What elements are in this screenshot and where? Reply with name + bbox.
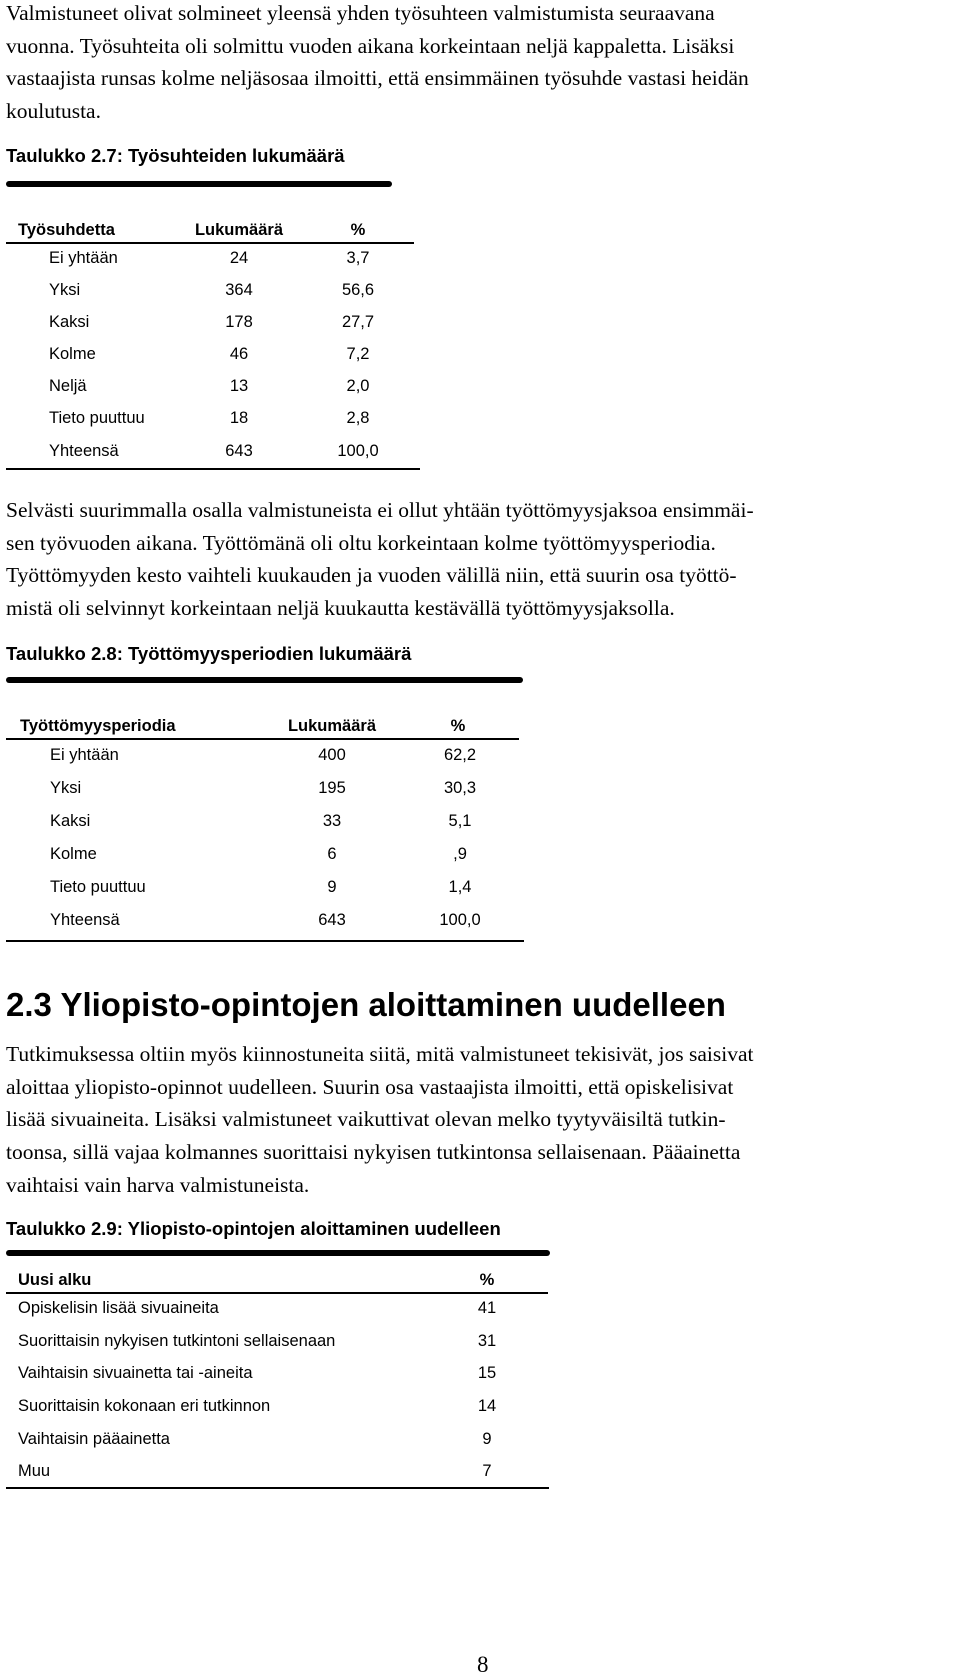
table-cell: Kaksi: [50, 812, 91, 830]
table-cell: Tieto puuttuu: [49, 409, 145, 427]
table-cell: 24: [229, 249, 249, 267]
table-cell: 100,0: [439, 911, 481, 929]
table-cell: 41: [477, 1299, 497, 1317]
paragraph-line: aloittaa yliopisto-opinnot uudelleen. Suurin osa vastaajista ilmoitti, että opiskelisivat: [6, 1074, 734, 1099]
table-cell: 400: [318, 746, 346, 764]
section-heading: 2.3 Yliopisto-opintojen aloittaminen uudelleen: [6, 986, 726, 1023]
table-cell: 100,0: [337, 442, 379, 460]
column-header: %: [479, 1271, 495, 1289]
table-bottom-rule: [6, 1487, 549, 1489]
table-cell: Ei yhtään: [49, 249, 118, 267]
table-2-8-caption: Taulukko 2.8: Työttömyysperiodien lukumäärä: [6, 643, 412, 664]
column-header: Uusi alku: [18, 1271, 92, 1289]
table-cell: 9: [482, 1430, 492, 1448]
table-cell: Yksi: [50, 779, 82, 797]
column-header: Lukumäärä: [194, 221, 284, 239]
table-cell: 33: [322, 812, 342, 830]
table-cell: 31: [477, 1332, 497, 1350]
paragraph-line: sen työvuoden aikana. Työttömänä oli oltu korkeintaan kolme työttömyysperiodia.: [6, 530, 716, 555]
table-cell: Tieto puuttuu: [50, 878, 146, 896]
table-cell: 364: [225, 281, 253, 299]
table-cell: 178: [225, 313, 253, 331]
table-cell: 18: [229, 409, 249, 427]
column-header: Lukumäärä: [287, 717, 377, 735]
table-cell: 46: [229, 345, 249, 363]
paragraph-line: Valmistuneet olivat solmineet yleensä yhden työsuhteen valmistumista seuraavana: [6, 1, 715, 25]
column-header: %: [450, 717, 466, 735]
table-cell: Vaihtaisin pääainetta: [18, 1430, 170, 1448]
paragraph-line: vaihtaisi vain harva valmistuneista.: [6, 1172, 310, 1197]
table-row: [0, 1296, 960, 1320]
table-cell: 62,2: [443, 746, 477, 764]
table-cell: Neljä: [49, 377, 87, 395]
table-cell: 6: [327, 845, 337, 863]
table-header-row: [0, 1268, 960, 1292]
table-row: [0, 1459, 960, 1483]
paragraph-line: toonsa, sillä vajaa kolmannes suorittaisi nykyisen tutkintonsa sellaisenaan. Pääainetta: [6, 1140, 741, 1165]
table-cell: 195: [318, 779, 346, 797]
table-row: [0, 1394, 960, 1418]
table-cell: 2,8: [346, 409, 370, 427]
table-cell: Opiskelisin lisää sivuaineita: [18, 1299, 219, 1317]
table-cell: Ei yhtään: [50, 746, 119, 764]
table-cell: 9: [327, 878, 337, 896]
table-cell: Muu: [18, 1462, 51, 1480]
paragraph-line: vastaajista runsas kolme neljäsosaa ilmoitti, että ensimmäinen työsuhde vastasi heidän: [6, 66, 749, 91]
column-header: Työsuhdetta: [18, 221, 115, 239]
table-cell: 15: [477, 1364, 497, 1382]
table-cell: Yhteensä: [50, 911, 120, 929]
table-cell: 5,1: [448, 812, 472, 830]
table-cell: Kolme: [50, 845, 97, 863]
table-cell: 27,7: [341, 313, 375, 331]
table-cell: 3,7: [346, 249, 370, 267]
table-cell: Kaksi: [49, 313, 90, 331]
column-header: Työttömyysperiodia: [20, 717, 176, 735]
table-cell: Suorittaisin nykyisen tutkintoni sellaisenaan: [18, 1332, 336, 1350]
table-cell: 643: [225, 442, 253, 460]
paragraph-line: Selvästi suurimmalla osalla valmistuneista ei ollut yhtään työttömyysjaksoa ensimmäi-: [6, 498, 754, 522]
paragraph-line: lisää sivuaineita. Lisäksi valmistuneet vaikuttivat olevan melko tyytyväisiltä tutkin-: [6, 1107, 726, 1132]
table-cell: 643: [318, 911, 346, 929]
table-cell: 7,2: [346, 345, 370, 363]
table-cell: 14: [477, 1397, 497, 1415]
table-cell: Kolme: [49, 345, 96, 363]
table-cell: Yhteensä: [49, 442, 119, 460]
table-row: [0, 1329, 960, 1353]
table-cell: Suorittaisin kokonaan eri tutkinnon: [18, 1397, 271, 1415]
paragraph-line: Tutkimuksessa oltiin myös kiinnostuneita siitä, mitä valmistuneet tekisivät, jos saisivat: [6, 1042, 754, 1066]
table-cell: Vaihtaisin sivuainetta tai -aineita: [18, 1364, 253, 1382]
table-cell: 56,6: [341, 281, 375, 299]
table-cell: Yksi: [49, 281, 81, 299]
table-cell: 13: [229, 377, 249, 395]
table-row: [0, 1361, 960, 1385]
paragraph-line: koulutusta.: [6, 99, 101, 124]
table-cell: 2,0: [346, 377, 370, 395]
table-row: [0, 1427, 960, 1451]
table-header-rule: [6, 1292, 548, 1294]
paragraph-line: mistä oli selvinnyt korkeintaan neljä kuukautta kestävällä työttömyysjaksolla.: [6, 596, 675, 621]
table-2-9-caption: Taulukko 2.9: Yliopisto-opintojen aloittaminen uudelleen: [6, 1218, 501, 1239]
paragraph-line: Työttömyyden kesto vaihteli kuukauden ja vuoden välillä niin, että suurin osa työttö-: [6, 563, 737, 588]
table-cell: 1,4: [448, 878, 472, 896]
table-cell: 30,3: [443, 779, 477, 797]
page-number: 8: [477, 1652, 489, 1677]
table-cell: 7: [482, 1462, 492, 1480]
table-2-7-caption: Taulukko 2.7: Työsuhteiden lukumäärä: [6, 145, 345, 166]
column-header: %: [350, 221, 366, 239]
table-cell: ,9: [453, 845, 467, 863]
paragraph-line: vuonna. Työsuhteita oli solmittu vuoden aikana korkeintaan neljä kappaletta. Lisäksi: [6, 33, 735, 58]
